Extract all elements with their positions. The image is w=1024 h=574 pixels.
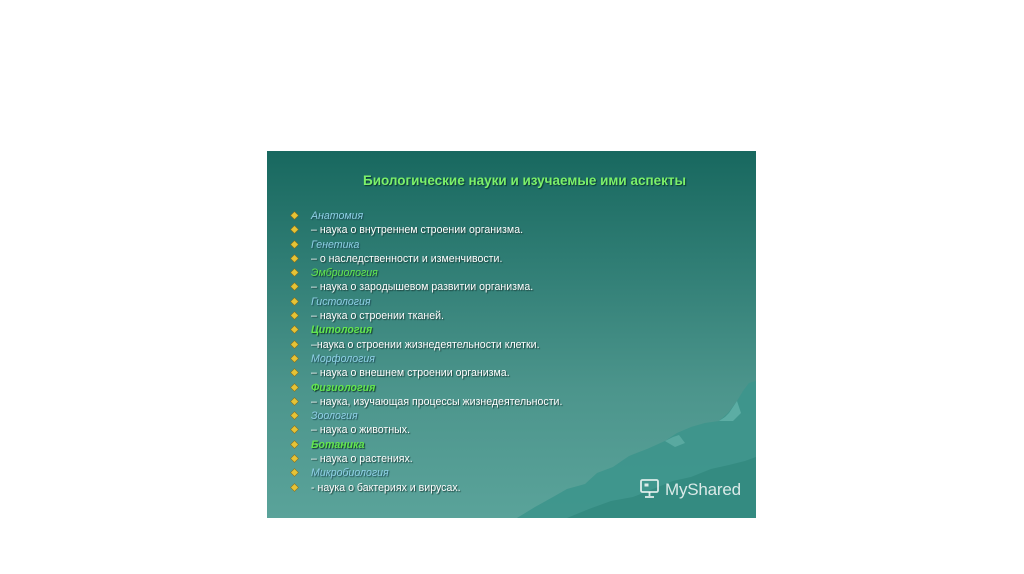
definition-text: – о наследственности и изменчивости. bbox=[311, 252, 503, 265]
term-label: Гистология bbox=[311, 295, 371, 308]
term-label: Цитология bbox=[311, 324, 373, 337]
bullet-diamond-icon bbox=[291, 484, 298, 491]
bullet-diamond-icon bbox=[291, 426, 298, 433]
definition-text: – наука о животных. bbox=[311, 424, 411, 437]
bullet-diamond-icon bbox=[291, 298, 298, 305]
definition-item bbox=[292, 452, 742, 466]
bullet-diamond-icon bbox=[291, 441, 298, 448]
definition-text: – наука о растениях. bbox=[311, 453, 413, 466]
definition-item bbox=[292, 280, 742, 294]
bullet-diamond-icon bbox=[291, 226, 298, 233]
bullet-diamond-icon bbox=[291, 312, 298, 319]
bullet-diamond-icon bbox=[291, 283, 298, 290]
term-item bbox=[292, 238, 742, 252]
bullet-diamond-icon bbox=[291, 412, 298, 419]
bullet-diamond-icon bbox=[291, 341, 298, 348]
term-label: Анатомия bbox=[311, 210, 364, 222]
bullet-diamond-icon bbox=[291, 384, 298, 391]
definition-item bbox=[292, 309, 742, 323]
bullet-diamond-icon bbox=[291, 241, 298, 248]
definition-item bbox=[292, 395, 742, 409]
slide bbox=[267, 151, 756, 518]
term-item bbox=[292, 381, 742, 395]
term-item bbox=[292, 266, 742, 280]
bullet-diamond-icon bbox=[291, 355, 298, 362]
bullet-diamond-icon bbox=[291, 269, 298, 276]
definition-text: – наука о зародышевом развитии организма. bbox=[311, 281, 534, 294]
watermark-logo bbox=[639, 479, 741, 501]
bullet-diamond-icon bbox=[291, 255, 298, 262]
term-label: Морфология bbox=[311, 352, 375, 365]
term-label: Физиология bbox=[311, 381, 376, 394]
term-label: Эмбриология bbox=[311, 267, 378, 280]
term-label: Зоология bbox=[311, 410, 358, 423]
presentation-board-icon bbox=[639, 477, 661, 504]
term-item bbox=[292, 409, 742, 423]
definition-item bbox=[292, 252, 742, 266]
definition-text: – наука о внешнем строении организма. bbox=[311, 367, 510, 380]
bullet-diamond-icon bbox=[291, 369, 298, 376]
bullet-diamond-icon bbox=[291, 326, 298, 333]
definition-text: –наука о строении жизнедеятельности клетки. bbox=[311, 338, 540, 351]
definition-text: – наука, изучающая процессы жизнедеятельности. bbox=[311, 395, 563, 408]
definition-item bbox=[292, 423, 742, 437]
term-item bbox=[292, 209, 742, 223]
term-label: Микробиология bbox=[311, 467, 389, 480]
term-item bbox=[292, 438, 742, 452]
term-item bbox=[292, 352, 742, 366]
definition-text: - наука о бактериях и вирусах. bbox=[311, 481, 461, 494]
bullet-diamond-icon bbox=[291, 398, 298, 405]
term-item bbox=[292, 295, 742, 309]
definition-text: – наука о строении тканей. bbox=[311, 310, 444, 323]
bullet-list bbox=[292, 209, 742, 495]
definition-text: – наука о внутреннем строении организма. bbox=[311, 224, 524, 237]
definition-item bbox=[292, 223, 742, 237]
bullet-diamond-icon bbox=[291, 455, 298, 462]
term-label: Ботаника bbox=[311, 438, 365, 451]
watermark-text: MyShared bbox=[665, 480, 741, 499]
slide-title: Биологические науки и изучаемые ими аспекты bbox=[363, 173, 687, 188]
term-label: Генетика bbox=[311, 238, 360, 251]
definition-item bbox=[292, 366, 742, 380]
bullet-diamond-icon bbox=[291, 212, 298, 219]
definition-item bbox=[292, 338, 742, 352]
bullet-diamond-icon bbox=[291, 469, 298, 476]
term-item bbox=[292, 323, 742, 337]
